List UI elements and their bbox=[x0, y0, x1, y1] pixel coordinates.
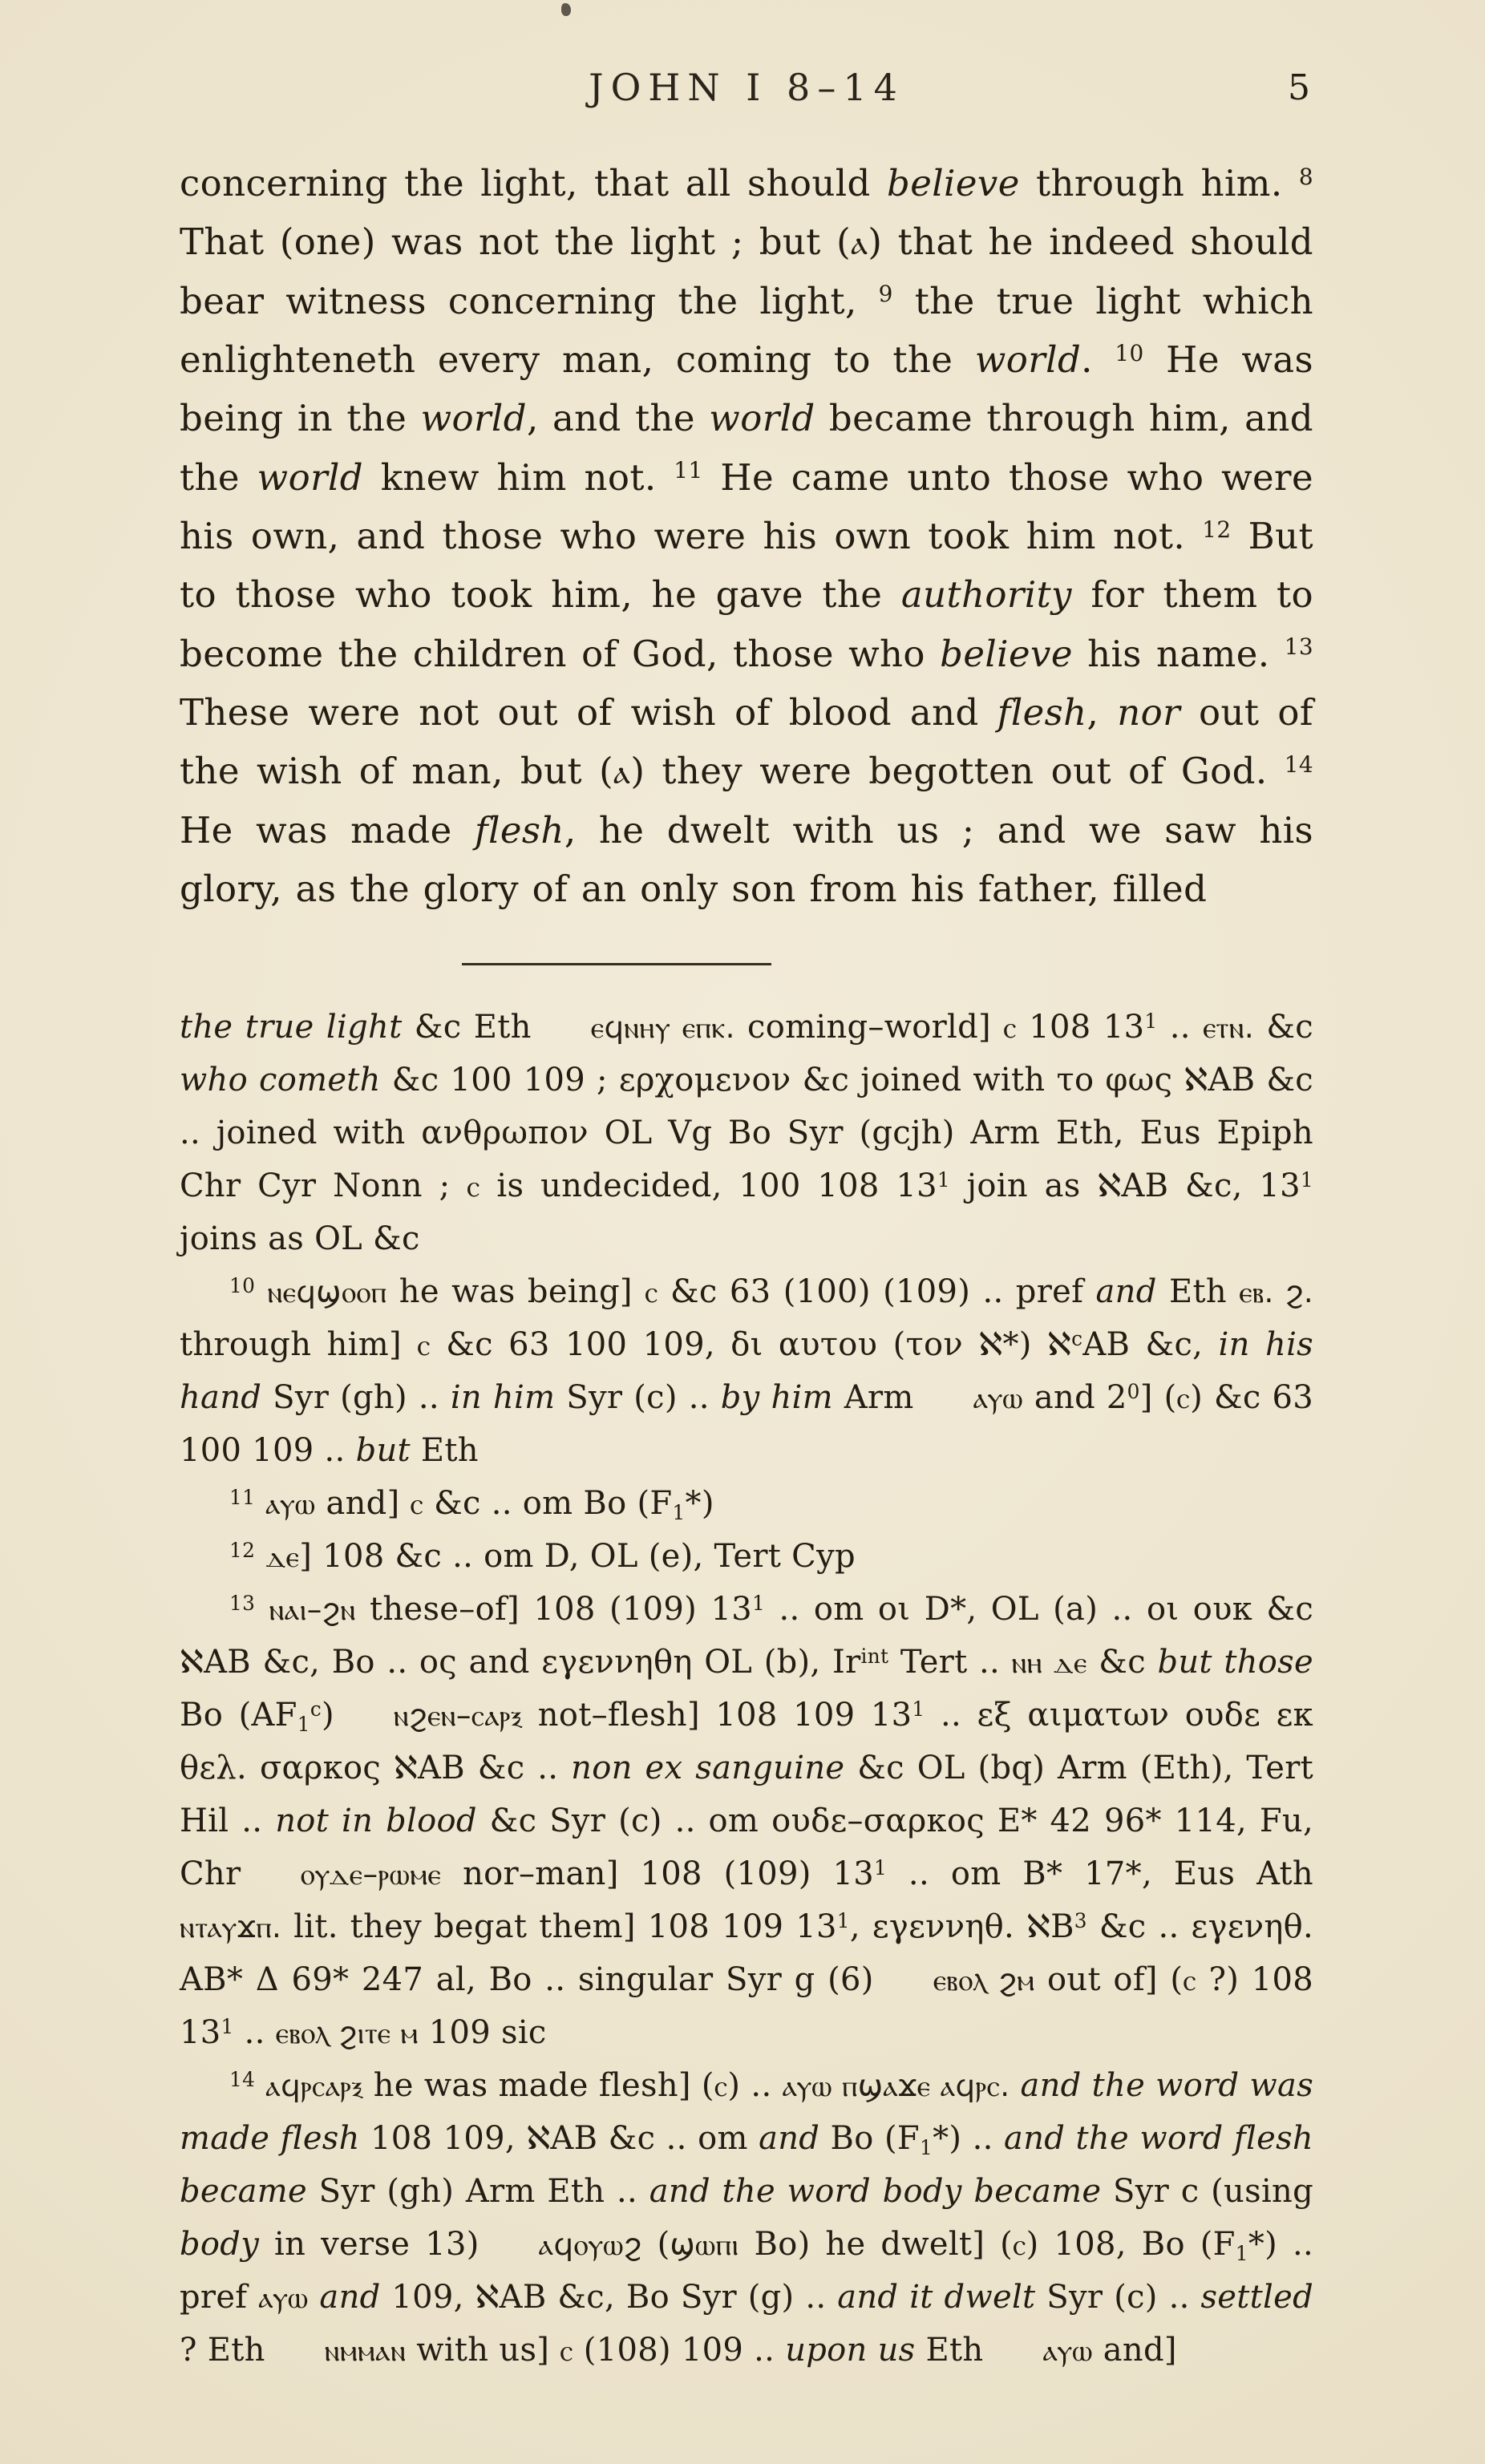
coptic-text: ⲛⲁⲓ–ϩⲛ bbox=[269, 1592, 356, 1628]
text-run bbox=[1010, 2067, 1020, 2104]
text-run: ] ( bbox=[1139, 1379, 1177, 1417]
italic-text: believe bbox=[887, 162, 1020, 204]
apparatus-paragraph-v14 bbox=[180, 2059, 1313, 2377]
text-run: in verse 13) bbox=[259, 2226, 479, 2264]
scan-artifact-speck bbox=[561, 3, 571, 16]
italic-text: by him bbox=[720, 1379, 833, 1417]
apparatus-paragraph-v11 bbox=[180, 1477, 1313, 1530]
greek-text: ερχομενον bbox=[618, 1062, 791, 1099]
text-run bbox=[255, 1591, 269, 1628]
coptic-text: ⲛⲙⲙⲁⲛ bbox=[324, 2333, 407, 2369]
superscript: 1 bbox=[751, 1591, 766, 1615]
text-run: He was being in the bbox=[180, 338, 1313, 440]
greek-text: ος bbox=[419, 1644, 458, 1681]
text-run: AB* bbox=[180, 1961, 256, 1999]
superscript: 14 bbox=[229, 2067, 256, 2091]
text-run: is undecided, 100 108 13 bbox=[479, 1167, 937, 1205]
coptic-text: ⲉⲃ. ϩ. bbox=[1239, 1274, 1314, 1310]
page-content bbox=[180, 66, 1313, 2377]
coptic-text: ⲁⲩⲱ bbox=[258, 2280, 309, 2316]
italic-text: settled bbox=[1200, 2279, 1314, 2316]
text-run bbox=[255, 1273, 267, 1310]
text-run: knew him not. bbox=[362, 455, 674, 499]
greek-text: οι ουκ bbox=[1146, 1591, 1253, 1629]
text-run: join as ℵAB &c, 13 bbox=[949, 1167, 1301, 1205]
text-run: Eth bbox=[915, 2332, 984, 2369]
text-run: nor–man] 108 (109) 13 bbox=[441, 1855, 874, 1893]
text-run: , bbox=[1086, 691, 1118, 734]
text-run: , bbox=[849, 1908, 872, 1946]
subscript: 1 bbox=[297, 1713, 310, 1737]
superscript: 13 bbox=[229, 1591, 256, 1615]
superscript: 3 bbox=[1074, 1908, 1087, 1932]
superscript: 1 bbox=[912, 1697, 925, 1721]
entry-gap bbox=[983, 2324, 1042, 2377]
text-run: ? Eth bbox=[180, 2332, 265, 2369]
coptic-text: ⲇⲉ bbox=[265, 1539, 300, 1575]
text-run: D*, OL (a) .. bbox=[910, 1591, 1147, 1629]
text-run: and] bbox=[315, 1485, 411, 1523]
greek-text: ανθρωπον bbox=[421, 1115, 589, 1152]
text-run: &c joined with bbox=[791, 1062, 1057, 1099]
text-run: ℵ*) ℵ bbox=[963, 1326, 1072, 1364]
text-run: ) bbox=[322, 1697, 334, 1734]
subscript: 1 bbox=[919, 2136, 933, 2160]
italic-text: world bbox=[420, 397, 527, 440]
coptic-text: ⲛⲉϥϣⲟⲟⲡ bbox=[267, 1274, 387, 1310]
text-run: Syr (gh) Arm Eth .. bbox=[306, 2173, 649, 2211]
text-run: out of] ( bbox=[1034, 1961, 1184, 1999]
text-run: coming–world] bbox=[734, 1009, 1004, 1046]
superscript: 13 bbox=[1284, 633, 1313, 661]
text-run: his name. bbox=[1072, 632, 1285, 675]
greek-text: δι αυτου bbox=[730, 1326, 878, 1364]
superscript: 1 bbox=[1144, 1009, 1158, 1033]
text-run: AB &c, bbox=[1082, 1326, 1219, 1364]
coptic-text: ⲥ bbox=[467, 1168, 480, 1204]
text-run: &c .. om Bo (F bbox=[423, 1485, 673, 1523]
translation-text bbox=[180, 154, 1313, 918]
subscript: 1 bbox=[1235, 2242, 1248, 2266]
text-run: These were not out of wish of blood and bbox=[180, 691, 997, 734]
text-run: (108) 109 .. bbox=[573, 2332, 786, 2369]
text-run: he was made flesh] ( bbox=[362, 2067, 714, 2105]
coptic-text: ⲥ bbox=[1176, 1380, 1191, 1416]
text-run: &c 63 (100) (109) .. pref bbox=[658, 1273, 1096, 1311]
text-run: &c bbox=[1086, 1644, 1158, 1681]
greek-text: εγενηθ. bbox=[1191, 1908, 1313, 1946]
coptic-text: ⲥ bbox=[1003, 1009, 1017, 1046]
coptic-text: ⲁⲩⲱ bbox=[265, 1486, 316, 1522]
coptic-text: ⲥ bbox=[714, 2068, 728, 2104]
text-run: ) .. bbox=[727, 2067, 783, 2105]
greek-text: Δ bbox=[255, 1961, 279, 1999]
text-run: through him] bbox=[180, 1326, 418, 1364]
text-run: &c ℵAB &c, Bo .. bbox=[180, 1591, 1314, 1681]
italic-text: in his hand bbox=[180, 1326, 1313, 1417]
text-run: &c bbox=[1254, 1009, 1313, 1046]
superscript: 1 bbox=[836, 1908, 850, 1932]
coptic-text: ⲉϥⲛⲏⲩ ⲉⲡⲕ. bbox=[590, 1009, 735, 1046]
text-run: through him. bbox=[1019, 162, 1299, 204]
text-run: , he dwelt with us ; and we saw his glory, as the glory of an only son from his father, filled bbox=[180, 808, 1313, 911]
coptic-text: ⲁⲩⲱ bbox=[973, 1380, 1023, 1416]
text-run: out of the wish of man, but ( bbox=[180, 691, 1313, 793]
italic-text: and bbox=[1095, 1273, 1157, 1311]
text-run: 109, ℵAB &c, Bo Syr (g) .. bbox=[380, 2279, 838, 2316]
coptic-text: ⲉⲃⲟⲗ ϩⲙ bbox=[933, 1962, 1035, 1998]
italic-text: and bbox=[759, 2120, 820, 2158]
text-run: &c 100 109 ; bbox=[380, 1062, 619, 1099]
superscript: 10 bbox=[1115, 339, 1144, 366]
coptic-text: ⲉⲃⲟⲗ ϩⲓⲧⲉ ⲙ bbox=[275, 2015, 419, 2051]
text-run: ℵAB &c .. joined with bbox=[180, 1062, 1313, 1152]
coptic-text: ϣⲱⲡⲓ bbox=[670, 2227, 739, 2263]
entry-gap bbox=[479, 2218, 539, 2271]
text-run: But to those who took him, he gave the bbox=[180, 515, 1313, 617]
text-run: Arm bbox=[832, 1379, 914, 1417]
italic-text: body bbox=[180, 2226, 260, 2264]
italic-text: non ex sanguine bbox=[571, 1750, 845, 1787]
text-run: and bbox=[457, 1644, 542, 1681]
text-run: joins as OL &c bbox=[180, 1220, 420, 1258]
greek-text: οι bbox=[877, 1591, 911, 1629]
text-run: Eth bbox=[410, 1432, 479, 1470]
superscript: int bbox=[860, 1644, 889, 1668]
text-run: Syr (c) .. bbox=[1035, 2279, 1201, 2316]
text-run: ] 108 &c .. om D, OL (e), Tert Cyp bbox=[299, 1538, 856, 1576]
entry-gap bbox=[914, 1371, 973, 1424]
italic-text: and the word body became bbox=[649, 2173, 1102, 2211]
text-run: Tert .. bbox=[888, 1644, 1012, 1681]
text-run: not–flesh] 108 109 13 bbox=[522, 1697, 912, 1734]
coptic-text: ⲁ bbox=[851, 223, 868, 263]
text-run: .. om bbox=[765, 1591, 878, 1629]
critical-apparatus bbox=[180, 1001, 1313, 2377]
coptic-text: ⲥ bbox=[560, 2333, 573, 2369]
superscript: 8 bbox=[1298, 163, 1313, 190]
text-run: &c Eth bbox=[402, 1009, 532, 1046]
italic-text: flesh bbox=[997, 691, 1087, 734]
text-run: *) bbox=[685, 1485, 714, 1523]
italic-text: in him bbox=[450, 1379, 556, 1417]
subscript: 1 bbox=[672, 1501, 686, 1525]
italic-text: world bbox=[709, 397, 815, 440]
superscript: 1 bbox=[937, 1167, 950, 1192]
text-run: for them to become the children of God, those who bbox=[180, 573, 1314, 675]
entry-gap bbox=[265, 2324, 325, 2377]
coptic-text: ⲥ bbox=[410, 1486, 424, 1522]
italic-text: the true light bbox=[180, 1009, 403, 1046]
superscript: 0 bbox=[1127, 1379, 1140, 1403]
italic-text: and it dwelt bbox=[837, 2279, 1036, 2316]
text-run: Eth bbox=[1156, 1273, 1240, 1311]
text-run bbox=[255, 1538, 265, 1575]
text-run: E* 42 96* 114, Fu, Chr bbox=[180, 1802, 1314, 1893]
text-run: lit. they begat them] 108 109 13 bbox=[281, 1908, 837, 1946]
superscript: 11 bbox=[674, 457, 703, 484]
coptic-text: ⲁϥⲣⲥⲁⲣⲝ bbox=[265, 2068, 363, 2104]
text-run: &c .. bbox=[1086, 1908, 1192, 1946]
page-number: 5 bbox=[1288, 67, 1310, 108]
text-run: Bo (F bbox=[819, 2120, 920, 2158]
italic-text: not in blood bbox=[275, 1802, 477, 1840]
text-run: *) .. bbox=[933, 2120, 1005, 2158]
italic-text: flesh bbox=[475, 808, 564, 852]
superscript: c bbox=[1071, 1326, 1083, 1350]
italic-text: nor bbox=[1117, 691, 1181, 734]
apparatus-paragraph-v13 bbox=[180, 1583, 1313, 2059]
superscript: 11 bbox=[229, 1485, 256, 1509]
text-run: he was being] bbox=[386, 1273, 645, 1311]
coptic-text: ⲉⲧⲛ. bbox=[1203, 1009, 1255, 1046]
text-run: ) that he indeed should bear witness concerning the light, bbox=[180, 221, 1313, 322]
greek-text: το φως bbox=[1056, 1062, 1173, 1099]
apparatus-paragraph-v10 bbox=[180, 1265, 1313, 1477]
apparatus-paragraph-v12 bbox=[180, 1530, 1313, 1583]
greek-text: εγεννηθη bbox=[541, 1644, 693, 1681]
italic-text: and the word flesh became bbox=[180, 2120, 1313, 2211]
apparatus-separator-rule bbox=[462, 963, 771, 965]
text-run: these–of] 108 (109) 13 bbox=[355, 1591, 752, 1629]
superscript: 1 bbox=[1300, 1167, 1313, 1192]
text-run: &c Syr (c) .. om bbox=[476, 1802, 772, 1840]
text-run: .. bbox=[233, 2014, 276, 2052]
italic-text: and the word was made flesh bbox=[180, 2067, 1314, 2158]
coptic-text: ⲥ bbox=[1183, 1962, 1196, 1998]
text-run: OL (b), Ir bbox=[692, 1644, 861, 1681]
superscript: 12 bbox=[1202, 516, 1232, 543]
text-run: .. om B* 17*, Eus Ath bbox=[887, 1855, 1313, 1893]
text-run: . bbox=[1081, 338, 1115, 382]
text-run: ( bbox=[877, 1326, 906, 1364]
superscript: 1 bbox=[221, 2014, 234, 2038]
text-run: ) &c 63 100 109 .. bbox=[180, 1379, 1314, 1470]
coptic-text: ⲟⲩⲇⲉ–ⲣⲱⲙⲉ bbox=[300, 1856, 442, 1892]
italic-text: believe bbox=[940, 632, 1073, 675]
text-run bbox=[255, 1485, 265, 1522]
coptic-text: ⲥ bbox=[645, 1274, 658, 1310]
page-header bbox=[180, 66, 1313, 123]
coptic-text: ⲁⲩⲱ bbox=[1042, 2333, 1093, 2369]
italic-text: upon us bbox=[785, 2332, 916, 2369]
text-run: ℵAB &c .. bbox=[381, 1750, 572, 1787]
entry-gap bbox=[874, 1953, 933, 2006]
greek-text: τον bbox=[905, 1326, 963, 1364]
text-run: , and the bbox=[526, 397, 710, 440]
running-title: JOHN I 8–14 bbox=[589, 66, 904, 109]
greek-text: ουδε–σαρκος bbox=[771, 1802, 985, 1840]
text-run: .. bbox=[1157, 1009, 1204, 1046]
coptic-text: ⲛϩⲉⲛ–ⲥⲁⲣⲝ bbox=[393, 1697, 523, 1734]
italic-text: world bbox=[257, 455, 363, 499]
text-run: and] bbox=[1092, 2332, 1177, 2369]
text-run: with us] bbox=[406, 2332, 560, 2369]
italic-text: who cometh bbox=[180, 1062, 381, 1099]
greek-text: εγεννηθ. bbox=[872, 1908, 1014, 1946]
text-run: 108 13 bbox=[1016, 1009, 1145, 1046]
text-run: 69* 247 al, Bo .. singular Syr g (6) bbox=[278, 1961, 874, 1999]
apparatus-paragraph-v9 bbox=[180, 1001, 1313, 1265]
italic-text: but those bbox=[1157, 1644, 1313, 1681]
text-run: .. bbox=[925, 1697, 977, 1734]
italic-text: but bbox=[355, 1432, 411, 1470]
entry-gap bbox=[532, 1001, 591, 1054]
text-run: &c OL (bq) Arm (Eth), Tert Hil .. bbox=[180, 1750, 1314, 1840]
text-run: became through him, and the bbox=[180, 397, 1314, 499]
entry-gap bbox=[241, 1847, 300, 1900]
superscript: 10 bbox=[229, 1273, 256, 1297]
text-run: the true light which enlighteneth every man, coming to the bbox=[180, 279, 1313, 382]
text-run: Syr c (using bbox=[1101, 2173, 1313, 2211]
coptic-text: ⲥ bbox=[417, 1327, 431, 1363]
text-run: ℵB bbox=[1014, 1908, 1074, 1946]
superscript: 9 bbox=[878, 281, 893, 308]
superscript: c bbox=[310, 1697, 322, 1721]
text-run: 108 109, ℵAB &c .. om bbox=[359, 2120, 759, 2158]
text-run: OL Vg Bo Syr (gcjh) Arm Eth, Eus Epiph Chr Cyr Nonn ; bbox=[180, 1115, 1313, 1205]
coptic-text: ⲁϥⲟⲩⲱϩ bbox=[538, 2227, 642, 2263]
italic-text: authority bbox=[900, 573, 1072, 617]
coptic-text: ⲁⲩⲱ ⲡϣⲁϫⲉ ⲁϥⲣⲥ. bbox=[782, 2068, 1010, 2104]
text-run: ) they were begotten out of God. bbox=[630, 750, 1285, 793]
text-run: Bo (AF bbox=[180, 1697, 297, 1734]
coptic-text: ⲁ bbox=[613, 752, 631, 792]
text-run: ( bbox=[641, 2226, 670, 2264]
text-run: He came unto those who were his own, and those who were his own took him not. bbox=[180, 455, 1314, 558]
coptic-text: ⲥ bbox=[1013, 2227, 1026, 2263]
text-run: and 2 bbox=[1022, 1379, 1127, 1417]
text-run: &c 63 100 109, bbox=[430, 1326, 731, 1364]
coptic-text: ⲛⲏ ⲇⲉ bbox=[1011, 1645, 1087, 1681]
text-run: concerning the light, that all should bbox=[180, 162, 888, 204]
superscript: 14 bbox=[1284, 751, 1313, 778]
italic-text: and bbox=[319, 2279, 381, 2316]
text-run: That (one) was not the light ; but ( bbox=[180, 221, 852, 264]
text-run: ) 108, Bo (F bbox=[1026, 2226, 1236, 2264]
text-run bbox=[255, 2067, 265, 2104]
superscript: 12 bbox=[229, 1538, 256, 1562]
text-run: Syr (gh) .. bbox=[261, 1379, 451, 1417]
superscript: 1 bbox=[874, 1855, 888, 1879]
text-run: Syr (c) .. bbox=[555, 1379, 721, 1417]
coptic-text: ⲛⲧⲁⲩϫⲡ. bbox=[180, 1909, 282, 1945]
text-run: *) .. pref bbox=[180, 2226, 1313, 2316]
italic-text: world bbox=[974, 338, 1082, 382]
text-run: 109 sic bbox=[418, 2014, 547, 2052]
text-run: He was made bbox=[180, 808, 475, 852]
greek-text: εξ αιματων ουδε εκ θελ. σαρκος bbox=[180, 1697, 1313, 1787]
text-run bbox=[309, 2279, 320, 2316]
text-run: ?) 108 13 bbox=[180, 1961, 1313, 2052]
text-run: Bo) he dwelt] ( bbox=[738, 2226, 1014, 2264]
entry-gap bbox=[334, 1689, 394, 1742]
